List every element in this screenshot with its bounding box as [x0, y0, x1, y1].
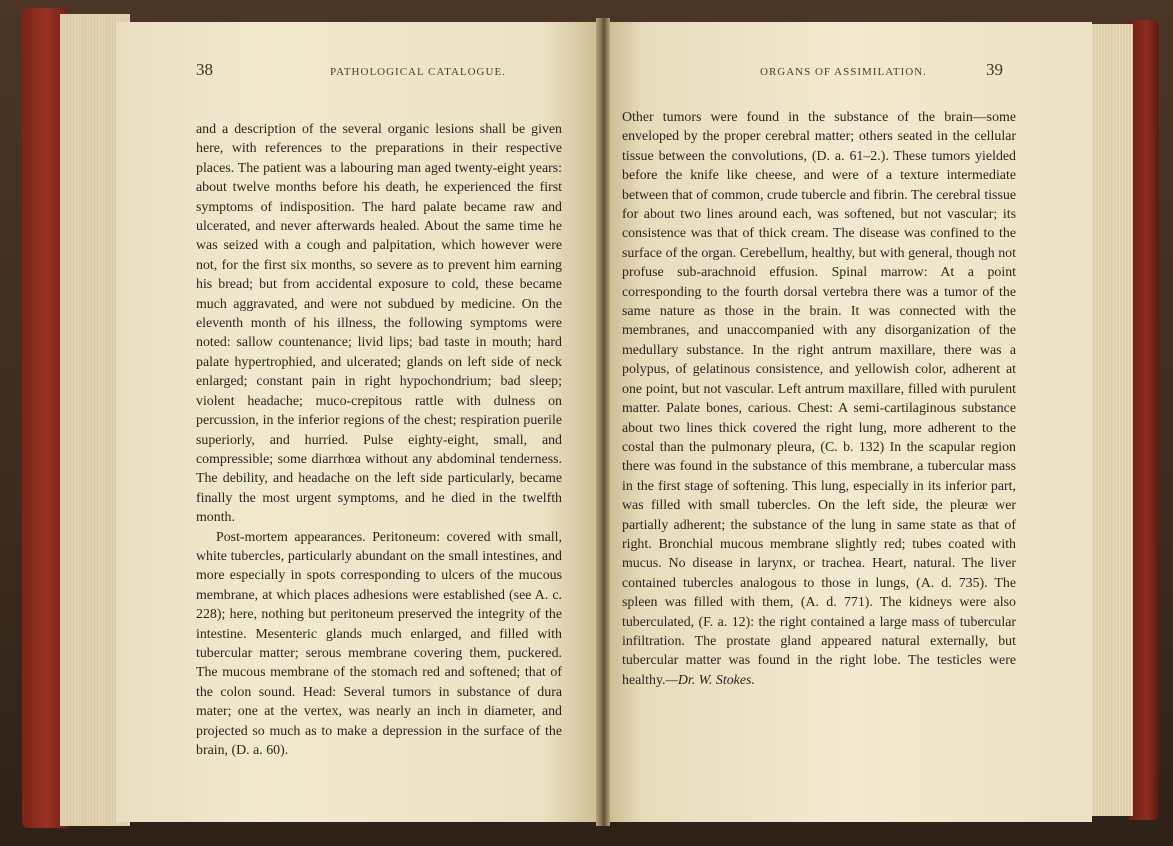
left-paragraph-2: Post-mortem appearances. Peritoneum: covered with small, white tubercles, particularly abundant on the small intestines, and more especially in spots corresponding to ulcers of the mucous membrane, at which places adhesions were established (see A. c. 228); here, nothing but peritoneum preserved the integrity of the intestine. Mesenteric glands much enlarged, and filled with tubercular matter; serous membrane covering them, puckered. The mucous membrane of the stomach red and softened; that of the colon sound. Head: Several tumors in substance of dura mater; one at the vertex, was nearly an inch in diameter, and projected so much as to make a depression in the surface of the brain, (D. a. 60). [196, 529, 562, 758]
right-paragraph-1 [622, 108, 1016, 690]
right-running-head: ORGANS OF ASSIMILATION. [760, 66, 927, 78]
right-page-number: 39 [986, 60, 1003, 79]
book-cover-right [1129, 20, 1159, 820]
signature: —Dr. W. Stokes. [665, 672, 755, 688]
right-paragraph-1-text: Other tumors were found in the substance of the brain—some enveloped by the proper cerebral matter; others seated in the cellular tissue between the convolutions, (D. a. 61–2.). These tumors yielded before the knife like cheese, and were of a texture intermediate between that of common, crude tubercle and fibrin. The cerebral tissue for about two lines around each, was softened, but not vascular; its consistence was that of thick cream. The disease was confined to the surface of the organ. Cerebellum, healthy, but with general, though not profuse sub-arachnoid effusion. Spinal marrow: At a point corresponding to the fourth dorsal vertebra there was a tumor of the same nature as those in the brain. It was connected with the membranes, and unaccompanied with any disorganization of the medullary substance. In the right antrum maxillare, there was a polypus, of gelatinous consistence, and yellowish color, adherent at one point, but not vascular. Left antrum maxillare, filled with purulent matter. Palate bones, carious. Chest: A semi-cartilaginous substance about two lines thick covered the right lung, more adherent to the costal than the pulmonary pleura, (C. b. 132) In the scapular region there was found in the substance of this membrane, a tubercular mass in the first stage of softening. This lung, especially in its inferior part, was filled with small tubercles. On the left side, the pleuræ wer partially adherent; the substance of the lung in same state as that of right. Bronchial mucous membrane slightly red; tubes coated with mucus. No disease in larynx, or trachea. Heart, natural. The liver contained tubercles analogous to those in lungs, (A. d. 735). The spleen was filled with them, (A. d. 771). The kidneys were also tuberculated, (F. a. 12): the right contained a large mass of tubercular infiltration. The prostate gland appeared natural externally, but tubercular matter was found in the right lobe. The testicles were healthy. [622, 110, 1016, 688]
left-page-number: 38 [196, 60, 213, 79]
right-page-body [622, 108, 1016, 690]
left-page-body [196, 120, 562, 760]
book-gutter [596, 18, 610, 826]
left-paragraph-1: and a description of the several organic lesions shall be given here, with references to the preparations in their respective places. The patient was a labouring man aged twenty-eight years: about twelve months before his death, he experienced the first symptoms of indisposition. The hard palate became raw and ulcerated, and never afterwards healed. About the same time he was seized with a cough and palpitation, which however were not, for the first six months, so severe as to prevent him earning his bread; but from accidental exposure to cold, these became much aggravated, and were not subdued by medicine. On the eleventh month of his illness, the following symptoms were noted: sallow countenance; livid lips; bad taste in mouth; hard palate hypertrophied, and ulcerated; glands on left side of neck enlarged; constant pain in right hypochondrium; bad sleep; violent headache; muco-crepitous rattle with dulness on percussion, in the inferior regions of the chest; respiration puerile superiorly, and hurried. Pulse eighty-eight, small, and compressible; some diarrhœa without any abdominal tenderness. The debility, and headache on the left side particularly, became finally the most urgent symptoms, and he died in the twelfth month. [196, 122, 562, 526]
left-running-head: PATHOLOGICAL CATALOGUE. [330, 66, 506, 78]
